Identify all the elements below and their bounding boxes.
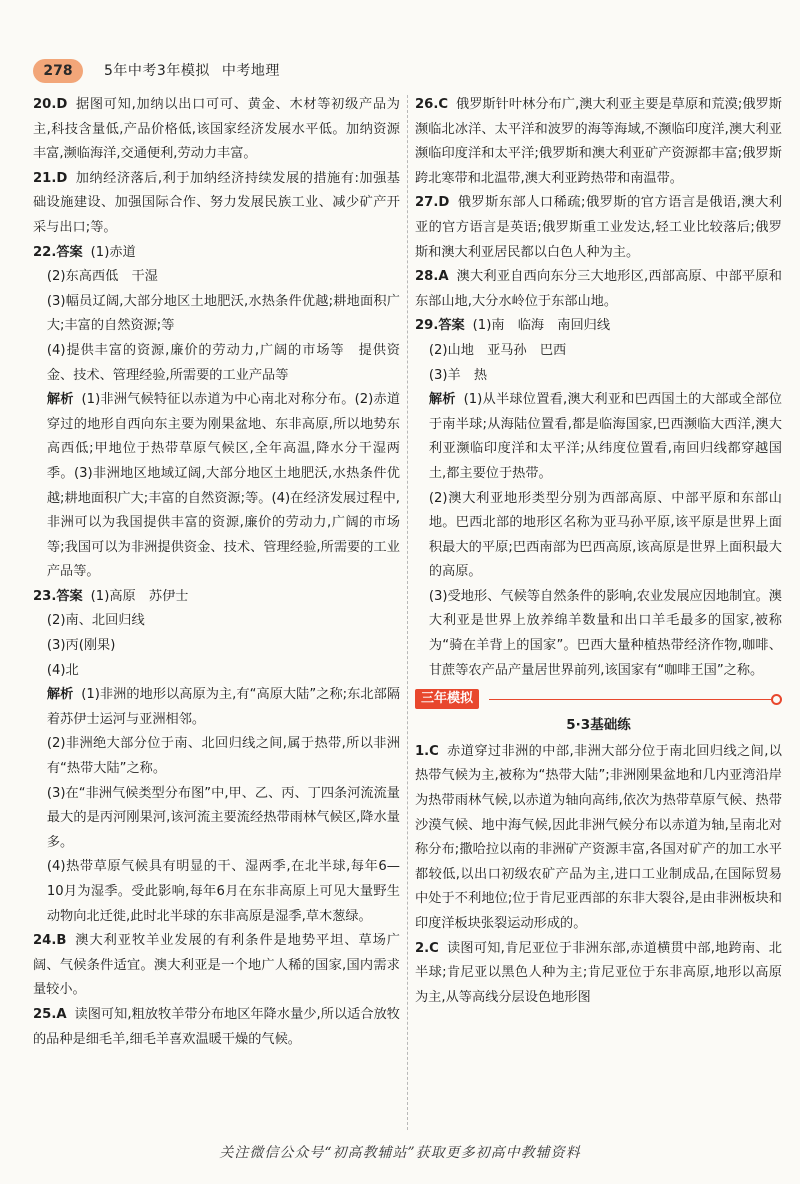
question-number: 28.A	[415, 269, 449, 285]
question-text: 俄罗斯针叶林分布广,澳大利亚主要是草原和荒漠;俄罗斯濒临北冰洋、太平洋和波罗的海等海域,不濒临印度洋,澳大利亚濒临印度洋和太平洋;俄罗斯和澳大利亚矿产资源都丰富;俄罗斯跨北寒带和北温带,澳大利亚跨热带和南温带。	[415, 97, 782, 186]
book-subject: 中考地理	[221, 63, 280, 79]
analysis-text: (3)受地形、气候等自然条件的影响,农业发展应因地制宜。澳大利亚是世界上放养绵羊数量和出口羊毛最多的国家,被称为“骑在羊背上的国家”。巴西大量种植热带经济作物,咖啡、甘蔗等农产品产量居世界前列,该国家有“咖啡王国”之称。	[428, 588, 782, 678]
question-26	[415, 93, 782, 191]
section-tag: 三年模拟	[415, 689, 479, 709]
question-number: 27.D	[415, 195, 450, 211]
question-text: 加纳经济落后,利于加纳经济持续发展的措施有:加强基础设施建设、加强国际合作、努力发展民族工业、减少矿产开采与出口;等。	[33, 170, 400, 235]
analysis-text: (1)从半球位置看,澳大利亚和巴西国土的大部或全部位于南半球;从海陆位置看,都是临海国家,巴西濒临大西洋,澳大利亚濒临印度洋和太平洋;从纬度位置看,南回归线都穿越国土,都主要位于热带。	[428, 392, 782, 481]
section-subtitle: 5·3基础练	[566, 717, 631, 734]
analysis-text: (4)热带草原气候具有明显的干、湿两季,在北半球,每年6—10月为湿季。受此影响,每年6月在东非高原上可见大量野生动物向北迁徙,此时北半球的东非高原是湿季,草木葱绿。	[46, 859, 400, 924]
question-text: 赤道穿过非洲的中部,非洲大部分位于南北回归线之间,以热带气候为主,被称为“热带大陆”;非洲刚果盆地和几内亚湾沿岸为热带雨林气候,以赤道为轴向高纬,依次为热带草原气候、热带沙漠气候、地中海气候,因此非洲气候分布以赤道为轴,呈南北对称分布;撒哈拉以南的非洲矿产资源丰富,各国对矿产的加工水平都较低,以出口初级农矿产品为主,进口工业制成品,在国际贸易中处于不利地位;位于肯尼亚西部的东非大裂谷,是由非洲板块和印度洋板块张裂运动形成的。	[415, 743, 782, 931]
column-divider	[407, 95, 408, 1130]
page-header	[0, 0, 800, 90]
answer-line: (2)山地 亚马孙 巴西	[428, 342, 567, 358]
question-number: 2.C	[415, 940, 439, 956]
answer-line: (1)南 临海 南回归线	[472, 318, 611, 334]
analysis-text: (2)澳大利亚地形类型分别为西部高原、中部平原和东部山地。巴西北部的地形区名称为亚马孙平原,该平原是世界上面积最大的平原;巴西南部为巴西高原,该高原是世界上面积最大的高原。	[428, 490, 782, 580]
answer-line: (3)丙(刚果)	[46, 638, 116, 654]
right-column	[415, 93, 782, 1010]
question-22-answer	[33, 241, 400, 266]
question-number: 22.	[33, 244, 57, 260]
answer-label: 答案	[56, 588, 83, 604]
analysis-text: (1)非洲的地形以高原为主,有“高原大陆”之称;东北部隔着苏伊士运河与亚洲相邻。	[46, 687, 401, 727]
question-29-analysis	[415, 388, 782, 486]
question-number: 21.D	[33, 170, 68, 186]
footer-note: 关注微信公众号“初高教辅站”获取更多初高中教辅资料	[219, 1145, 581, 1161]
question-27	[415, 191, 782, 265]
question-22-analysis	[33, 388, 400, 585]
question-28	[415, 265, 782, 314]
question-text: 据图可知,加纳以出口可可、黄金、木材等初级产品为主,科技含量低,产品价格低,该国家经济发展水平低。加纳资源丰富,濒临海洋,交通便利,劳动力丰富。	[33, 97, 400, 162]
question-text: 读图可知,粗放牧羊带分布地区年降水量少,所以适合放牧的品种是细毛羊,细毛羊喜欢温暖干燥的气候。	[33, 1006, 400, 1047]
analysis-label: 解析	[46, 687, 74, 703]
practice-question-1	[415, 740, 782, 937]
question-20	[33, 93, 400, 167]
answer-line: (3)羊 热	[428, 367, 488, 383]
analysis-text: (1)非洲气候特征以赤道为中心南北对称分布。(2)赤道穿过的地形自西向东主要为刚果盆地、东非高原,所以地势东高西低;甲地位于热带草原气候区,全年高温,降水分干湿两季。(3)非洲地区地域辽阔,大部分地区土地肥沃,水热条件优越;耕地面积广大;丰富的自然资源;等。(4)在经济发展过程中,非洲可以为我国提供丰富的资源,廉价的劳动力,广阔的市场等;我国可以为非洲提供资金、技术、管理经验,所需要的工业产品等。	[46, 392, 401, 580]
page-number: 278	[33, 59, 83, 83]
question-text: 俄罗斯东部人口稀疏;俄罗斯的官方语言是俄语,澳大利亚的官方语言是英语;俄罗斯重工业发达,轻工业比较落后;俄罗斯和澳大利亚居民都以白色人种为主。	[415, 195, 782, 260]
question-29-answer	[415, 314, 782, 339]
answer-line: (2)东高西低 干湿	[46, 269, 158, 285]
answer-label: 答案	[438, 318, 465, 334]
question-text: 澳大利亚牧羊业发展的有利条件是地势平坦、草场广阔、气候条件适宜。澳大利亚是一个地广人稀的国家,国内需求量较小。	[33, 933, 400, 998]
answer-line: (1)高原 苏伊士	[90, 588, 189, 604]
book-series-title: 5年中考3年模拟	[104, 63, 210, 79]
analysis-label: 解析	[428, 392, 456, 408]
question-number: 25.A	[33, 1006, 67, 1022]
answer-line: (4)提供丰富的资源,廉价的劳动力,广阔的市场等 提供资金、技术、管理经验,所需要的工业产品等	[46, 342, 400, 383]
question-number: 26.C	[415, 97, 449, 112]
question-24	[33, 929, 400, 1003]
circle-icon	[771, 694, 782, 705]
section-header	[415, 687, 782, 711]
analysis-label: 解析	[46, 392, 74, 408]
question-number: 20.D	[33, 97, 68, 112]
question-23-analysis	[33, 683, 400, 732]
section-rule	[489, 699, 774, 700]
answer-line: (1)赤道	[90, 244, 136, 260]
question-number: 23.	[33, 588, 57, 604]
analysis-text: (3)在“非洲气候类型分布图”中,甲、乙、丙、丁四条河流流量最大的是丙河刚果河,该河流主要流经热带雨林气候区,降水量多。	[46, 785, 400, 850]
left-column	[33, 93, 400, 1052]
answer-line: (2)南、北回归线	[46, 613, 145, 629]
question-text: 读图可知,肯尼亚位于非洲东部,赤道横贯中部,地跨南、北半球;肯尼亚以黑色人种为主;肯尼亚位于东非高原,地形以高原为主,从等高线分层设色地形图	[415, 940, 782, 1005]
answer-line: (3)幅员辽阔,大部分地区土地肥沃,水热条件优越;耕地面积广大;丰富的自然资源;等	[46, 293, 400, 334]
question-23-answer	[33, 585, 400, 610]
question-21	[33, 167, 400, 241]
analysis-text: (2)非洲绝大部分位于南、北回归线之间,属于热带,所以非洲有“热带大陆”之称。	[46, 736, 400, 777]
question-25	[33, 1003, 400, 1052]
question-number: 1.C	[415, 743, 439, 759]
question-text: 澳大利亚自西向东分三大地形区,西部高原、中部平原和东部山地,大分水岭位于东部山地。	[415, 269, 782, 309]
question-number: 24.B	[33, 933, 67, 949]
question-number: 29.	[415, 318, 439, 334]
book-title	[104, 60, 280, 82]
answer-line: (4)北	[46, 662, 79, 678]
answer-label: 答案	[56, 244, 83, 260]
practice-question-2	[415, 937, 782, 1011]
